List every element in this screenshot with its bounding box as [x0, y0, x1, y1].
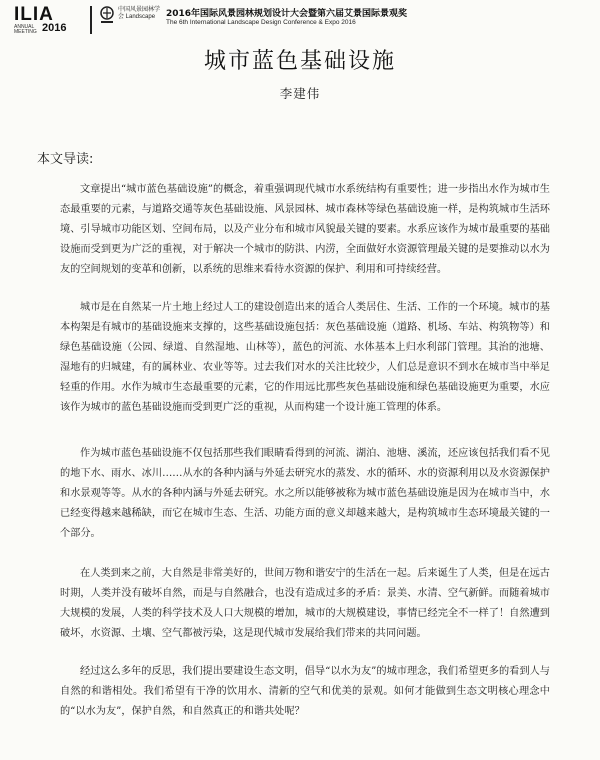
conference-title-zh: 2016年国际风景园林规划设计大会暨第六届艾景国际景观奖: [166, 9, 408, 19]
article-title: 城市蓝色基础设施: [203, 49, 396, 74]
header-divider: [90, 6, 92, 34]
paragraph: 经过这么多年的反思，我们提出要建设生态文明，倡导“以水为友”的城市理念，我们希望更多的看到人与自然的和谐相处。我们希望有干净的饮用水、清新的空气和优美的景观。如何才能做到生态文明核心理念中的“以水为友”，保护自然，和自然真正的和谐共处呢？: [60, 666, 550, 717]
paragraph: 城市是在自然某一片土地上经过人工的建设创造出来的适合人类居住、生活、工作的一个环境。城市的基本构架是有城市的基础设施来支撑的，这些基础设施包括：灰色基础设施（道路、机场、车站、构筑物等）和绿色基础设施（公园、绿道、自然湿地、山林等），蓝色的河流、水体基本上归水利部门管理。其治的池塘、湿地有的归城建，有的属林业、农业等等。过去我们对水的关注比较少，人们总是意识不到水在城市当中举足轻重的作用。水作为城市生态最重要的元素，它的作用远比那些灰色基础设施和绿色基础设施更为重要，水应该作为城市的蓝色基础设施而受到更广泛的重视，从而构建一个设计施工管理的体系。: [60, 302, 550, 413]
logo-annual-meeting: ANNUAL MEETING: [14, 24, 37, 35]
paragraph: 文章提出“城市蓝色基础设施”的概念，着重强调现代城市水系统结构有重要性；进一步指出水作为城市生态最重要的元素，与道路交通等灰色基础设施、风景园林、城市森林等绿色基础设施一样，是构筑城市生活环境、引导城市功能区划、空间布局，以及产业分布和城市风貌最关键的要素。水系应该作为城市最重要的基础设施而受到更为广泛的重视，对于解决一个城市的防洪、内涝，全面做好水资源管理最关键的是要推动以水为友的空间规划的变革和创新，以系统的思维来看待水资源的保护、利用和可持续经营。: [60, 184, 550, 275]
ilia-logo: ILIA: [14, 4, 54, 25]
section-heading: 本文导读:: [37, 152, 94, 167]
paragraph: 在人类到来之前，大自然是非常美好的，世间万物和谐安宁的生活在一起。后来诞生了人类，但是在远古时期，人类并没有破坏自然，而是与自然融合，也没有造成过多的矛盾：景美、水清、空气新鲜。而随着城市大规模的发展，人类的科学技术及人口大规模的增加，城市的大规模建设，事情已经完全不一样了！自然遭到破坏，水资源、土壤、空气都被污染，这是现代城市发展给我们带来的共同问题。: [60, 568, 550, 639]
article-author: 李建伟: [279, 86, 321, 101]
society-emblem-icon: [98, 5, 116, 25]
conference-title-en: The 6th International Landscape Design Conference & Expo 2016: [166, 19, 356, 26]
article-body: [60, 180, 550, 740]
conference-header: [0, 0, 600, 38]
logo-year: 2016: [42, 22, 67, 34]
society-name: 中国风景园林学会 Landscape: [118, 7, 161, 20]
paragraph: 作为城市蓝色基础设施不仅包括那些我们眼睛看得到的河流、湖泊、池塘、溪流，还应该包括我们看不见的地下水、雨水、冰川……从水的各种内涵与外延去研究水的蒸发、水的循环、水的资源利用以及水资源保护和水景观等等。从水的各种内涵与外延去研究。水之所以能够被称为城市蓝色基础设施是因为在城市当中，水已经变得越来越稀缺，而它在城市生态、生活、功能方面的意义却越来越大，是构筑城市生态环境最关键的一个部分。: [60, 448, 550, 539]
